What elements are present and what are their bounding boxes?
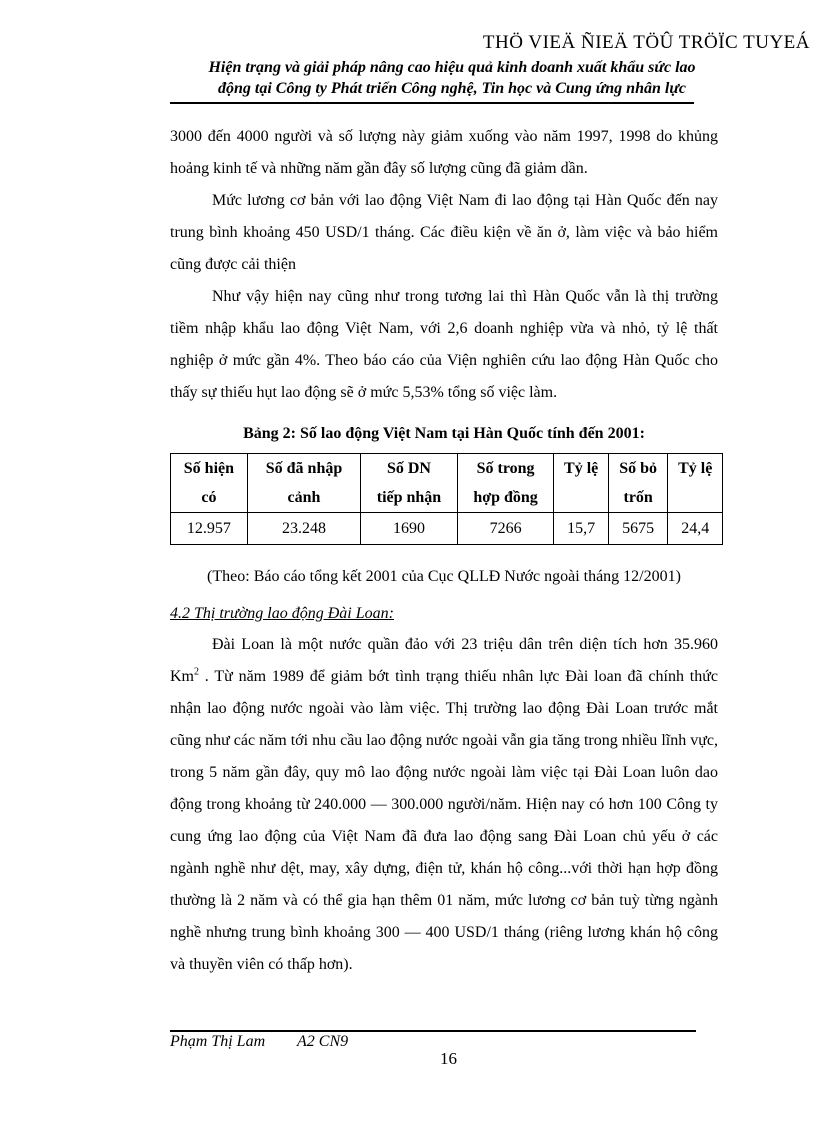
section-heading: 4.2 Thị trường lao động Đài Loan: xyxy=(170,605,394,622)
table-header-cell: Tỷ lệ xyxy=(668,454,723,513)
table-title: Bảng 2: Số lao động Việt Nam tại Hàn Quốc tính đến 2001: xyxy=(243,425,645,442)
running-header xyxy=(172,57,732,99)
table-header-cell: Tỷ lệ xyxy=(554,454,609,513)
table-cell: 5675 xyxy=(608,513,668,545)
footer-class: A2 CN9 xyxy=(297,1033,349,1050)
table-row xyxy=(171,513,723,545)
paragraph: Đài Loan là một nước quần đảo với 23 triệu dân trên diện tích hơn 35.960 Km$^2$ . Từ năm 1989 để giảm bớt tình trạng thiếu nhân lực Đài loan đã chính thức nhận lao động nước ngoài vào làm việc. Thị trường lao động Đài Loan trước mắt cũng như các năm tới nhu cầu lao động nước ngoài vẫn gia tăng trong nhiều lĩnh vực, trong 5 năm gần đây, quy mô lao động nước ngoài làm việc tại Đài Loan luôn dao động trong khoảng từ 240.000 — 300.000 người/năm. Hiện nay có hơn 100 Công ty cung ứng lao động của Việt Nam đã đưa lao động sang Đài Loan chủ yếu ở các ngành nghề như dệt, may, xây dựng, điện tử, khán hộ công...với thời hạn hợp đồng thường là 2 năm và có thể gia hạn thêm 01 năm, mức lương cơ bản tuỳ từng ngành nghề nhưng trung bình khoảng 300 — 400 USD/1 tháng (riêng lương khán hộ công và thuyền viên có thấp hơn). xyxy=(170,636,718,973)
footer-rule xyxy=(170,1030,696,1032)
table-header-cell: Số trong hợp đồng xyxy=(457,454,554,513)
paragraph: Như vậy hiện nay cũng như trong tương lai thì Hàn Quốc vẫn là thị trường tiềm nhập khẩu lao động Việt Nam, với 2,6 doanh nghiệp vừa và nhỏ, tỷ lệ thất nghiệp ở mức gần 4%. Theo báo cáo của Viện nghiên cứu lao động Hàn Quốc cho thấy sự thiếu hụt lao động sẽ ở mức 5,53% tổng số việc làm. xyxy=(170,288,718,401)
table-cell: 15,7 xyxy=(554,513,609,545)
watermark: THÖ VIEÄ ÑIEÄ TÖÛ TRÖÏC TUYEÁ xyxy=(482,32,810,53)
table-header-cell: Số bỏ trốn xyxy=(608,454,668,513)
table-cell: 24,4 xyxy=(668,513,723,545)
labor-table xyxy=(170,453,723,545)
paragraph: 3000 đến 4000 người và số lượng này giảm xuống vào năm 1997, 1998 do khủng hoảng kinh tế và những năm gần đây số lượng cũng đã giảm dần. xyxy=(170,128,718,177)
header-line-2: động tại Công ty Phát triển Công nghệ, Tin học và Cung ứng nhân lực xyxy=(217,80,686,97)
table-header-cell: Số hiện có xyxy=(171,454,248,513)
header-line-1: Hiện trạng và giải pháp nâng cao hiệu quả kinh doanh xuất khẩu sức lao xyxy=(208,59,696,76)
table-cell: 23.248 xyxy=(247,513,360,545)
footer-author: Phạm Thị Lam xyxy=(170,1033,266,1050)
table-cell: 1690 xyxy=(361,513,458,545)
table-header-cell: Số đã nhập cảnh xyxy=(247,454,360,513)
table-cell: 7266 xyxy=(457,513,554,545)
table-cell: 12.957 xyxy=(171,513,248,545)
header-rule xyxy=(170,102,694,104)
body-text-taiwan xyxy=(170,629,718,981)
page-number: 16 xyxy=(440,1049,457,1068)
body-text-top xyxy=(170,121,718,409)
table-header-cell: Số DN tiếp nhận xyxy=(361,454,458,513)
table-source: (Theo: Báo cáo tổng kết 2001 của Cục QLLĐ Nước ngoài tháng 12/2001) xyxy=(207,568,681,585)
paragraph: Mức lương cơ bản với lao động Việt Nam đi lao động tại Hàn Quốc đến nay trung bình khoảng 450 USD/1 tháng. Các điều kiện về ăn ở, làm việc và bảo hiểm cũng được cải thiện xyxy=(170,192,718,273)
table-header-row xyxy=(171,454,723,513)
